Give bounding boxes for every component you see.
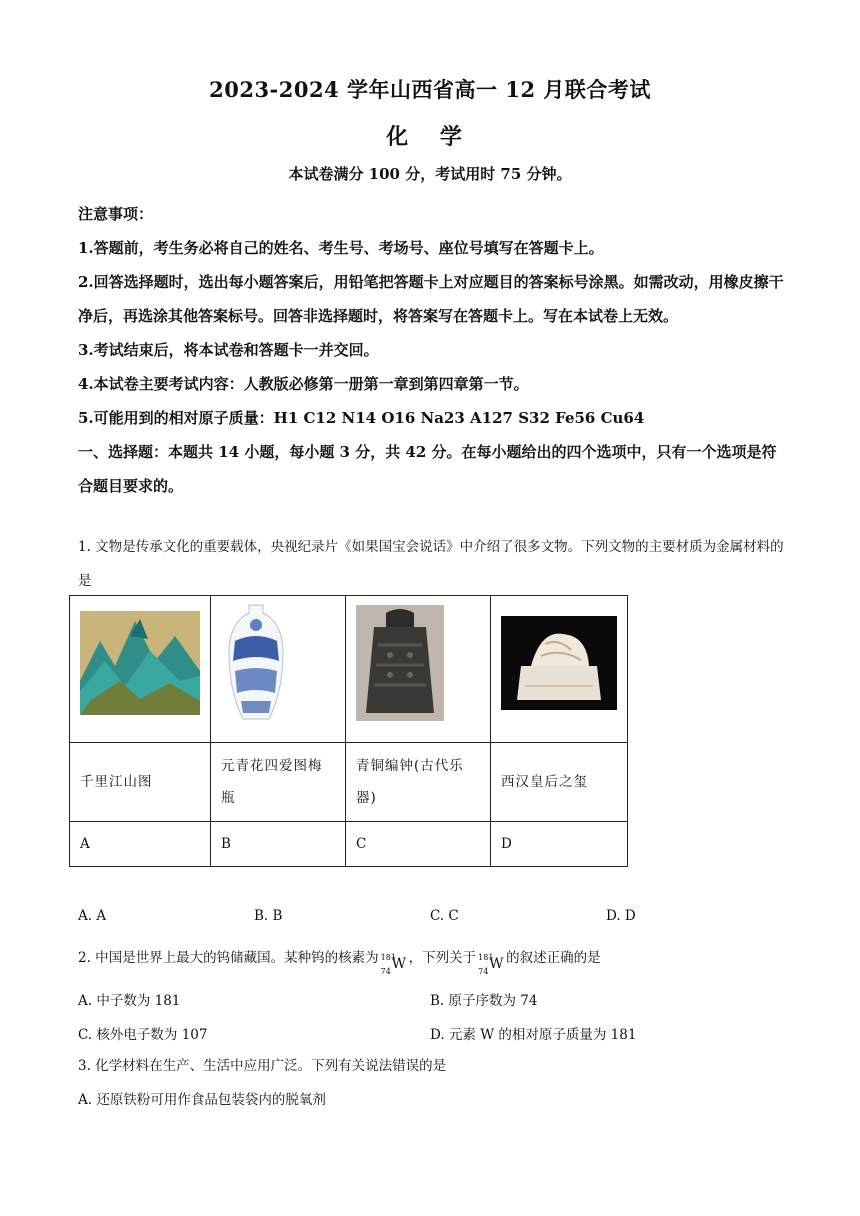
painting-image-cell	[70, 596, 211, 743]
q3-option-a[interactable]: A. 还原铁粉可用作食品包装袋内的脱氧剂	[78, 1092, 326, 1108]
isotope-element: W	[391, 956, 407, 972]
option-c[interactable]: C. C	[430, 908, 459, 924]
seal-image-cell	[491, 596, 628, 743]
isotope-number: 74	[380, 967, 391, 976]
q2-option-d[interactable]: D. 元素 W 的相对原子质量为 181	[430, 1027, 637, 1043]
question-1-stem	[78, 530, 790, 598]
bell-image-cell	[346, 596, 491, 743]
question-2-text-b: ，下列关于	[408, 950, 477, 966]
bronze-bell-image	[356, 605, 444, 721]
relic-letter-d: D	[491, 822, 628, 867]
option-a[interactable]: A. A	[78, 908, 107, 924]
section-heading: 一、选择题：本题共 14 小题，每小题 3 分，共 42 分。在每小题给出的四个选项中，只有一个选项是符合题目要求的。	[78, 443, 777, 495]
isotope-symbol	[379, 946, 409, 976]
exam-info: 本试卷满分 100 分，考试用时 75 分钟。	[288, 165, 572, 183]
question-2-text-a: 2. 中国是世界上最大的钨储藏国。某种钨的核素为	[78, 950, 379, 966]
isotope-mass: 181	[380, 953, 396, 962]
relic-name-b: 元青花四爱图梅瓶	[211, 743, 346, 822]
note-item: 4.本试卷主要考试内容：人教版必修第一册第一章到第四章第一节。	[78, 375, 529, 393]
relic-name-a: 千里江山图	[70, 743, 211, 822]
vase-image-cell	[211, 596, 346, 743]
q2-option-a[interactable]: A. 中子数为 181	[78, 993, 181, 1009]
relic-letter-c: C	[346, 822, 491, 867]
note-item: 3.考试结束后，将本试卷和答题卡一并交回。	[78, 341, 379, 359]
notes-block	[78, 197, 786, 503]
isotope-element: W	[489, 956, 504, 972]
note-item: 2.回答选择题时，选出每小题答案后，用铅笔把答题卡上对应题目的答案标号涂黑。如需改动，用橡皮擦干净后，再选涂其他答案标号。回答非选择题时，将答案写在答题卡上。写在本试卷上无效。	[78, 273, 784, 325]
note-item: 5.可能用到的相对原子质量：H1 C12 N14 O16 Na23 A127 S32 Fe56 Cu64	[78, 409, 645, 427]
question-3-text: 3. 化学材料在生产、生活中应用广泛。下列有关说法错误的是	[78, 1058, 447, 1074]
notes-heading: 注意事项：	[78, 205, 154, 223]
relic-letter-b: B	[211, 822, 346, 867]
blue-white-vase-image	[221, 601, 291, 725]
exam-title: 2023-2024 学年山西省高一 12 月联合考试	[209, 77, 651, 102]
exam-subject: 化 学	[386, 124, 474, 150]
isotope-symbol	[476, 946, 506, 976]
option-b[interactable]: B. B	[254, 908, 283, 924]
relic-letter-a: A	[70, 822, 211, 867]
q2-option-b[interactable]: B. 原子序数为 74	[430, 993, 538, 1009]
note-item: 1.答题前，考生务必将自己的姓名、考生号、考场号、座位号填写在答题卡上。	[78, 239, 604, 257]
question-1-text: 1. 文物是传承文化的重要载体，央视纪录片《如果国宝会说话》中介绍了很多文物。下列文物的主要材质为金属材料的是	[78, 539, 784, 589]
question-2-text-c: 的叙述正确的是	[506, 950, 601, 966]
isotope-number: 74	[478, 967, 489, 976]
landscape-painting-image	[80, 611, 200, 715]
jade-seal-image	[501, 616, 617, 710]
question-2-text	[78, 941, 790, 975]
question-3-stem	[78, 1049, 790, 1117]
relic-name-d: 西汉皇后之玺	[491, 743, 628, 822]
question-2-stem	[78, 941, 790, 975]
option-d[interactable]: D. D	[606, 908, 636, 924]
q2-option-c[interactable]: C. 核外电子数为 107	[78, 1027, 208, 1043]
relic-name-c: 青铜编钟(古代乐器)	[346, 743, 491, 822]
relics-table	[69, 595, 628, 867]
isotope-mass: 181	[478, 953, 494, 962]
